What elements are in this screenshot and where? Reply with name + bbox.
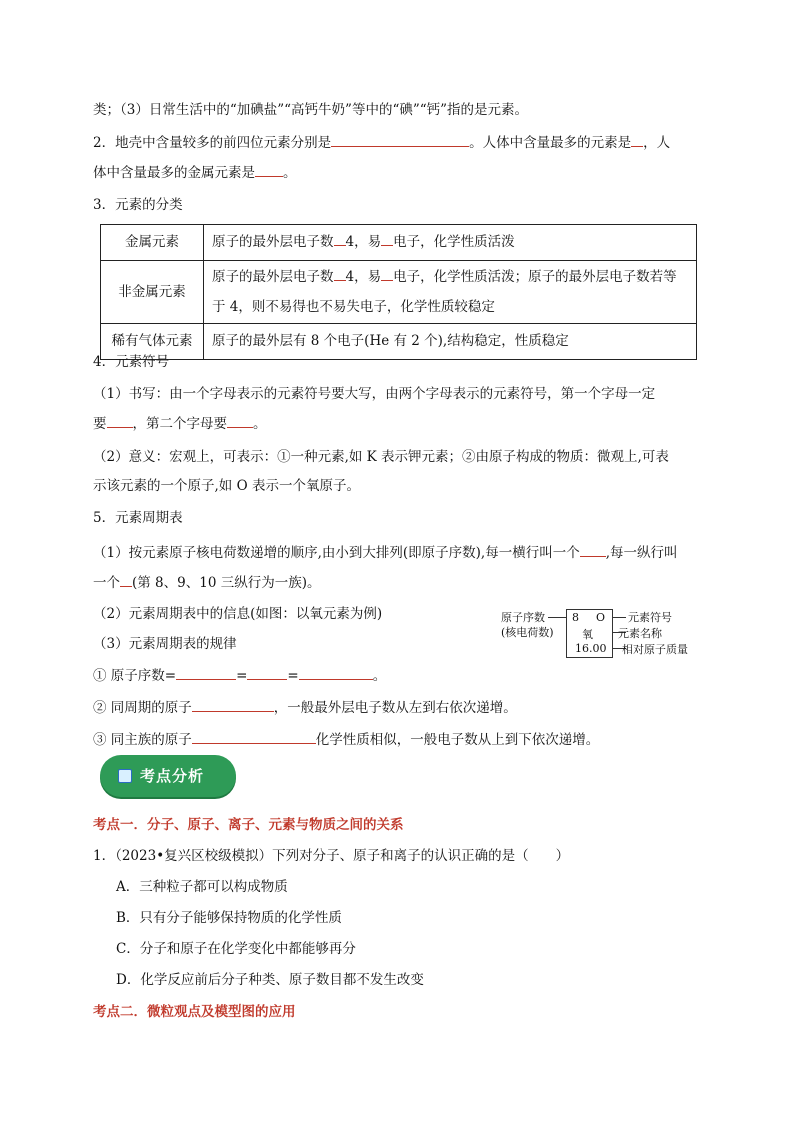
rule-1 [93, 665, 386, 686]
desc-text: 4，易 [345, 234, 382, 250]
category-cell: 稀有气体元素 [101, 324, 204, 360]
text: ，一般最外层电子数从左到右依次递增。 [273, 700, 517, 716]
description-cell [204, 225, 697, 261]
element-cell [566, 609, 613, 658]
atomic-number: 8 [572, 611, 579, 624]
atomic-number-label: 原子序数 [501, 611, 545, 624]
text: (第 8、9、10 三纵行为一族)。 [132, 575, 321, 591]
text: = [287, 668, 299, 684]
category-cell: 金属元素 [101, 225, 204, 261]
desc-text: 电子，化学性质活泼；原子的最外层电子数若等 [393, 269, 677, 285]
answer-blank[interactable] [381, 231, 393, 246]
description-cell: 原子的最外层有 8 个电子(He 有 2 个),结构稳定，性质稳定 [204, 324, 697, 360]
question-2-line2 [93, 162, 297, 183]
pointer-line [612, 617, 626, 618]
q2-text-a: 2．地壳中含量较多的前四位元素分别是 [93, 135, 332, 151]
answer-blank[interactable] [176, 665, 236, 680]
intro-line: 类；（3）日常生活中的“加碘盐”“高钙牛奶”等中的“碘”“钙”指的是元素。 [93, 102, 529, 118]
text: 化学性质相似，一般电子数从上到下依次递增。 [315, 732, 600, 748]
text: （1）按元素原子核电荷数递增的顺序,由小到大排列(即原子序数),每一横行叫一个 [93, 545, 580, 561]
text: 。 [372, 668, 387, 684]
answer-blank[interactable] [247, 665, 287, 680]
answer-blank[interactable] [192, 729, 316, 744]
option-a[interactable]: A．三种粒子都可以构成物质 [116, 879, 288, 895]
desc-text: 电子，化学性质活泼 [393, 234, 515, 250]
option-c[interactable]: C．分子和原子在化学变化中都能够再分 [116, 941, 356, 957]
meaning-line2: 示该元素的一个原子,如 O 表示一个氧原子。 [93, 478, 360, 494]
description-cell [204, 261, 697, 324]
answer-blank[interactable] [334, 231, 346, 246]
writing-rule-line1: （1）书写：由一个字母表示的元素符号要大写，由两个字母表示的元素符号，第一个字母一定 [93, 386, 656, 402]
answer-blank[interactable] [580, 542, 606, 557]
nuclear-charge-label: (核电荷数) [501, 626, 554, 639]
name-label: 元素名称 [618, 627, 662, 640]
element-symbol: O [596, 611, 606, 624]
table-row [101, 324, 697, 360]
category-cell: 非金属元素 [101, 261, 204, 324]
rule-2 [93, 697, 517, 718]
element-classification-table [100, 224, 697, 360]
writing-rule-line2 [93, 413, 267, 434]
symbol-label: 元素符号 [628, 611, 672, 624]
table-row [101, 261, 697, 324]
answer-blank[interactable] [255, 162, 283, 177]
q2-text-d: 体中含量最多的金属元素是 [93, 165, 255, 181]
answer-blank[interactable] [107, 413, 133, 428]
desc-text: 原子的最外层电子数 [212, 234, 334, 250]
periodic-rule-heading: （3）元素周期表的规律 [93, 636, 237, 652]
answer-blank[interactable] [331, 132, 469, 147]
answer-blank[interactable] [334, 266, 346, 281]
answer-blank[interactable] [192, 697, 274, 712]
text: 一个 [93, 575, 120, 591]
text: ② 同周期的原子 [93, 700, 192, 716]
exam-point-badge [100, 755, 236, 797]
answer-blank[interactable] [120, 572, 132, 587]
q2-text-e: 。 [283, 165, 297, 181]
mass-label: 相对原子质量 [622, 643, 688, 656]
meaning-line1: （2）意义：宏观上，可表示：①一种元素,如 K 表示钾元素；②由原子构成的物质：微观上,可表 [93, 449, 669, 465]
desc-text: 4，易 [345, 269, 382, 285]
badge-label: 考点分析 [140, 767, 205, 785]
text: ① 原子序数= [93, 668, 177, 684]
book-icon [118, 769, 132, 783]
q2-text-b: 。人体中含量最多的元素是 [469, 135, 632, 151]
question-2-line1 [93, 132, 670, 153]
periodic-line2 [93, 572, 320, 593]
text: ③ 同主族的原子 [93, 732, 192, 748]
text: 要 [93, 416, 107, 432]
answer-blank[interactable] [227, 413, 253, 428]
text: ,每一纵行叫 [605, 545, 678, 561]
answer-blank[interactable] [299, 665, 373, 680]
section-heading: 5．元素周期表 [93, 510, 183, 526]
answer-blank[interactable] [381, 266, 393, 281]
section-heading: 4．元素符号 [93, 354, 170, 370]
text: = [236, 668, 248, 684]
text: ，第二个字母要 [132, 416, 227, 432]
desc-text: 原子的最外层电子数 [212, 269, 334, 285]
element-name: 氧 [582, 628, 593, 641]
table-row [101, 225, 697, 261]
pointer-line [548, 617, 566, 618]
desc-text: 于 4，则不易得也不易失电子，化学性质较稳定 [212, 299, 495, 315]
section-heading: 3．元素的分类 [93, 197, 183, 213]
periodic-line1 [93, 542, 678, 563]
exam-point-1-title: 考点一．分子、原子、离子、元素与物质之间的关系 [93, 817, 404, 833]
atomic-mass: 16.00 [575, 642, 607, 655]
answer-blank[interactable] [631, 132, 643, 147]
text: 。 [253, 416, 267, 432]
option-b[interactable]: B．只有分子能够保持物质的化学性质 [116, 910, 342, 926]
periodic-info-line: （2）元素周期表中的信息(如图：以氧元素为例) [93, 606, 383, 622]
exam-point-2-title: 考点二．微粒观点及模型图的应用 [93, 1004, 296, 1020]
option-d[interactable]: D．化学反应前后分子种类、原子数目都不发生改变 [116, 972, 424, 988]
question-1: 1．（2023•复兴区校级模拟）下列对分子、原子和离子的认识正确的是（ ） [93, 848, 570, 864]
rule-3 [93, 729, 599, 750]
q2-text-c: ，人 [643, 135, 671, 151]
